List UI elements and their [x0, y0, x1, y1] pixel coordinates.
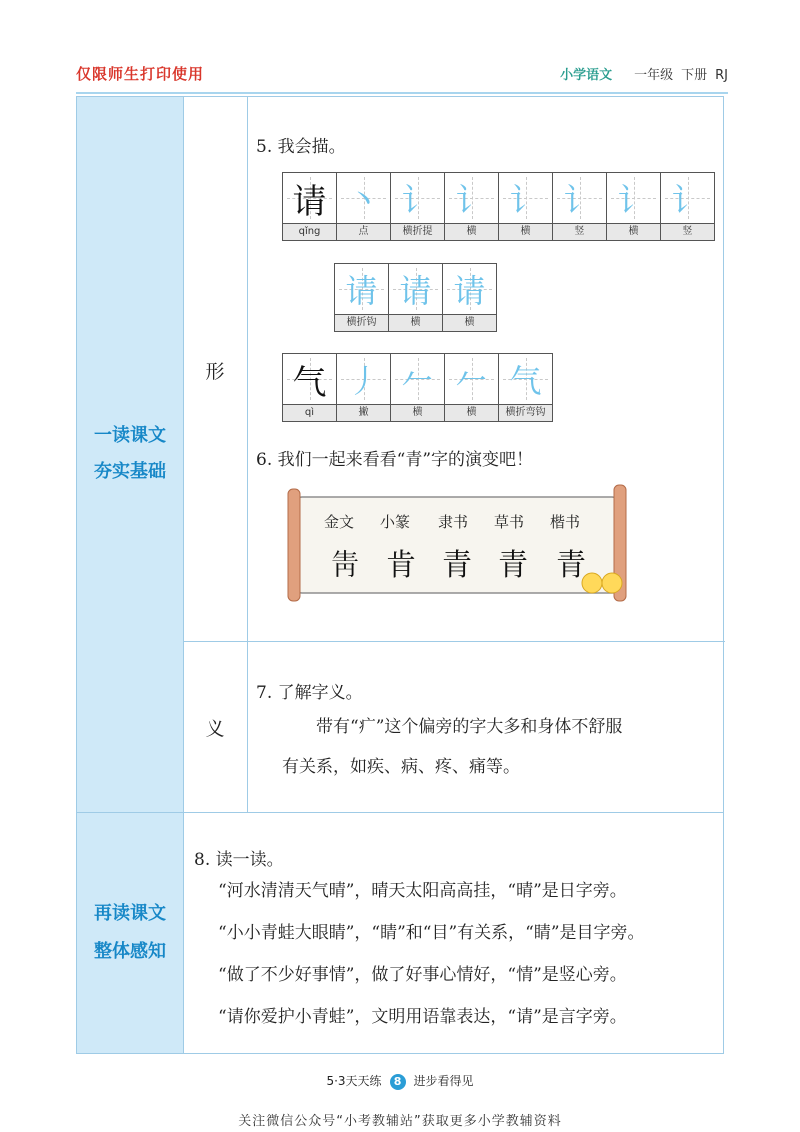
- stroke-glyph[interactable]: 丶: [347, 181, 380, 219]
- stroke-name: 撇: [337, 404, 390, 421]
- stroke-cell: [607, 173, 661, 240]
- stroke-cell: [283, 173, 337, 240]
- footer-brand: 5·3天天练: [326, 1074, 382, 1088]
- stroke-glyph[interactable]: 讠: [509, 181, 542, 219]
- script-name-jinwen: 金文: [324, 513, 355, 531]
- stroke-cell: [337, 354, 391, 421]
- stroke-name: 横折钩: [335, 314, 388, 331]
- script-char-kaishu: 青: [556, 548, 586, 583]
- stroke-cell: [389, 264, 443, 331]
- script-name-kaishu: 楷书: [550, 513, 581, 531]
- q6-title: 6. 我们一起来看看“青”字的演变吧！: [256, 450, 534, 470]
- stroke-name: 横: [607, 223, 660, 240]
- stroke-name: 横: [445, 223, 498, 240]
- section-label-reread-2: 整体感知: [94, 941, 166, 962]
- section-label-reread-1: 再读课文: [94, 903, 166, 924]
- stroke-name: 竖: [553, 223, 606, 240]
- stroke-name: 横: [499, 223, 552, 240]
- stroke-name: 横折弯钩: [499, 404, 552, 421]
- grade-label: 一年级: [634, 68, 674, 83]
- stroke-cell: [391, 354, 445, 421]
- book-info: [552, 64, 728, 83]
- subsection-divider: [183, 641, 725, 642]
- chick-icon: [602, 573, 622, 593]
- bottom-note: 关注微信公众号“小考教辅站”获取更多小学教辅资料: [238, 1114, 562, 1129]
- q7-line2: 有关系，如疾、病、疼、痛等。: [282, 757, 520, 777]
- pinyin-label: qì: [283, 404, 336, 421]
- q8-line-4: “请你爱护小青蛙”，文明用语靠表达，“请”是言字旁。: [218, 1007, 627, 1027]
- stroke-cell: [445, 354, 499, 421]
- stroke-name: 竖: [661, 223, 714, 240]
- subsection-label-meaning: 义: [205, 718, 225, 740]
- script-name-lishu: 隶书: [438, 513, 469, 531]
- print-notice: 仅限师生打印使用: [76, 65, 205, 83]
- q8-line-3: “做了不少好事情”，做了好事心情好，“情”是竖心旁。: [218, 965, 627, 985]
- stroke-cell: [499, 354, 552, 421]
- pinyin-label: qǐng: [283, 223, 336, 240]
- subsection-label-form: 形: [205, 361, 225, 383]
- script-name-xiaozhuan: 小篆: [380, 513, 411, 531]
- script-char-xiaozhuan: 肯: [386, 548, 416, 583]
- stroke-glyph[interactable]: 讠: [563, 181, 596, 219]
- stroke-name: 横折提: [391, 223, 444, 240]
- q7-line1: 带有“疒”这个偏旁的字大多和身体不舒服: [316, 717, 623, 737]
- footer-slogan: 进步看得见: [413, 1074, 474, 1088]
- section-divider: [77, 812, 723, 813]
- q7-title: 7. 了解字义。: [256, 683, 363, 703]
- stroke-name: 横: [391, 404, 444, 421]
- stroke-glyph[interactable]: 请: [399, 272, 432, 310]
- stroke-cell: [337, 173, 391, 240]
- stroke-cell: [283, 354, 337, 421]
- stroke-glyph[interactable]: 讠: [455, 181, 488, 219]
- char-glyph: 请: [292, 181, 327, 222]
- q8-line-1: “河水清清天气晴”，晴天太阳高高挂，“晴”是日字旁。: [218, 881, 627, 901]
- script-char-caoshu: 青: [498, 548, 528, 583]
- stroke-cell: [445, 173, 499, 240]
- stroke-grid-row1: [282, 172, 715, 241]
- page-footer: [0, 1072, 800, 1090]
- q8-line-2: “小小青蛙大眼睛”，“睛”和“目”有关系，“睛”是目字旁。: [218, 923, 645, 943]
- stroke-cell: [499, 173, 553, 240]
- section-label-basics-2: 夯实基础: [94, 461, 166, 482]
- stroke-cell: [443, 264, 496, 331]
- stroke-glyph[interactable]: 请: [453, 272, 486, 310]
- volume-label: 下册: [681, 68, 708, 83]
- q5-title: 5. 我会描。: [256, 137, 346, 157]
- stroke-glyph[interactable]: 讠: [401, 181, 434, 219]
- char-glyph: 气: [292, 362, 327, 403]
- stroke-cell: [661, 173, 714, 240]
- stroke-glyph[interactable]: 请: [345, 272, 378, 310]
- subject-label: 小学语文: [560, 68, 613, 83]
- stroke-name: 横: [389, 314, 442, 331]
- subsection-column: [183, 97, 248, 812]
- stroke-cell: [553, 173, 607, 240]
- page-number: 8: [390, 1074, 406, 1090]
- script-char-lishu: 青: [442, 548, 472, 583]
- stroke-name: 点: [337, 223, 390, 240]
- edition-label: RJ: [715, 68, 728, 83]
- stroke-cell: [391, 173, 445, 240]
- stroke-glyph[interactable]: 丿: [347, 362, 380, 400]
- q8-title: 8. 读一读。: [194, 850, 284, 870]
- stroke-glyph[interactable]: 𠂉: [401, 362, 434, 400]
- stroke-grid-row3: [282, 353, 553, 422]
- stroke-cell: [335, 264, 389, 331]
- stroke-glyph[interactable]: 气: [509, 362, 542, 400]
- scroll-illustration: [282, 483, 642, 605]
- header-rule: [76, 92, 728, 94]
- stroke-glyph[interactable]: 𠂉: [455, 362, 488, 400]
- stroke-glyph[interactable]: 讠: [671, 181, 704, 219]
- script-name-caoshu: 草书: [494, 513, 525, 531]
- stroke-grid-row2: [334, 263, 497, 332]
- scroll-rod-left: [288, 489, 300, 601]
- stroke-glyph[interactable]: 讠: [617, 181, 650, 219]
- stroke-name: 横: [443, 314, 496, 331]
- section-label-basics-1: 一读课文: [94, 425, 166, 446]
- script-char-jinwen: 𤯞: [330, 548, 360, 583]
- stroke-name: 横: [445, 404, 498, 421]
